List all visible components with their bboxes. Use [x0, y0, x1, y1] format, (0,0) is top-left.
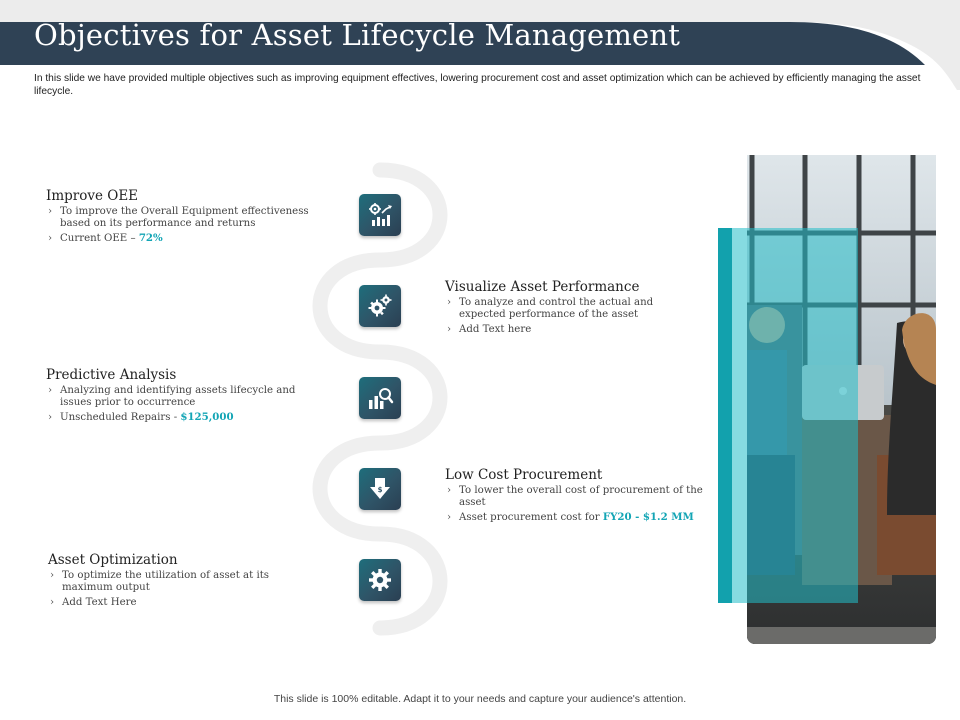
objective-low-cost-procurement [445, 467, 707, 528]
performance-gear-chart-icon [359, 194, 401, 236]
metric-value: FY20 - $1.2 MM [602, 511, 694, 523]
gears-icon [359, 285, 401, 327]
metric-value: 72% [138, 232, 163, 244]
objective-bullet: › To analyze and control the actual and expected performance of the asset [445, 297, 700, 320]
objective-metric: › Unscheduled Repairs - $125,000 [46, 412, 326, 424]
page-title: Objectives for Asset Lifecycle Management [34, 18, 681, 52]
svg-text:$: $ [377, 486, 383, 494]
objective-title: Asset Optimization [48, 552, 178, 568]
accent-bar [718, 228, 732, 603]
objective-bullet: › To optimize the utilization of asset at its maximum output [48, 570, 293, 593]
objective-title: Predictive Analysis [46, 367, 177, 383]
objective-title: Improve OEE [46, 188, 139, 204]
objective-title: Low Cost Procurement [445, 467, 603, 483]
objective-predictive-analysis [46, 367, 326, 428]
gear-icon [359, 559, 401, 601]
teal-overlay [732, 228, 858, 603]
chart-magnifier-icon [359, 377, 401, 419]
objective-bullet: › Add Text here [445, 324, 700, 336]
down-arrow-coin-icon [359, 468, 401, 510]
footer-note: This slide is 100% editable. Adapt it to your needs and capture your audience's attention. [273, 693, 687, 705]
objective-metric: › Current OEE – 72% [46, 233, 321, 245]
objective-title: Visualize Asset Performance [445, 279, 640, 295]
objective-improve-oee [46, 188, 321, 249]
objective-bullet: › Add Text Here [48, 597, 293, 609]
objective-bullet: › To improve the Overall Equipment effectiveness based on its performance and returns [46, 206, 321, 229]
objective-bullet: › Analyzing and identifying assets lifecycle and issues prior to occurrence [46, 385, 326, 408]
metric-value: $125,000 [180, 411, 234, 423]
objective-bullet: › To lower the overall cost of procurement of the asset [445, 485, 707, 508]
objective-visualize-asset-performance [445, 279, 700, 340]
intro-text: In this slide we have provided multiple objectives such as improving equipment effectives, lowering procurement cost and asset optimization which can be achieved by efficiently managing the asset lifecycle. [34, 73, 921, 97]
objective-asset-optimization [48, 552, 293, 613]
objective-metric: › Asset procurement cost for FY20 - $1.2 MM [445, 512, 707, 524]
